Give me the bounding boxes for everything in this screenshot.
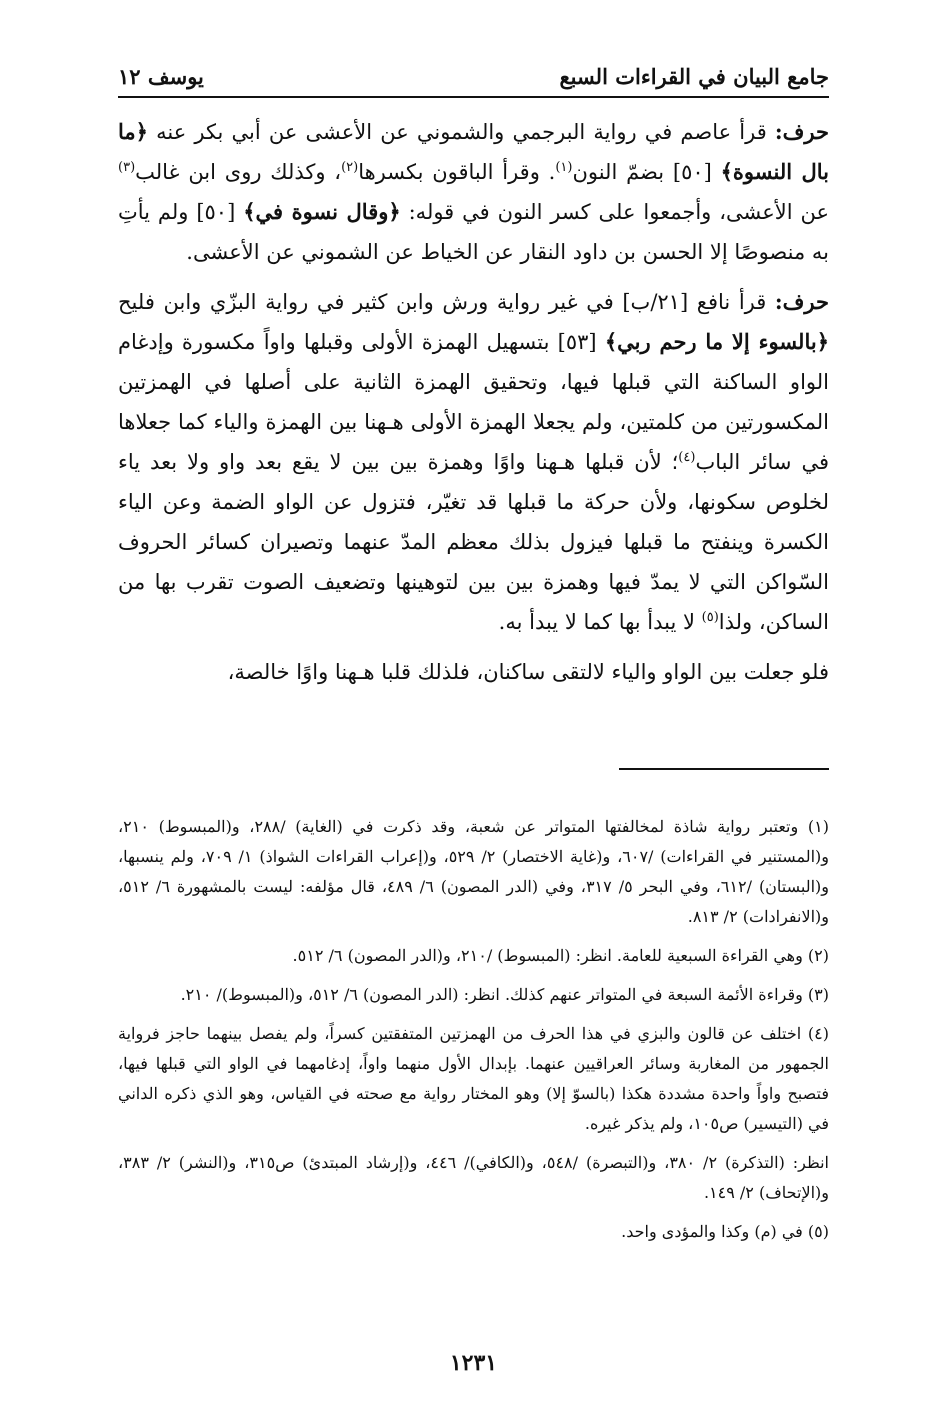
text-run: ؛ لأن قبلها هـهنا واوًا وهمزة بين بين لا يقع بعد واو ولا بعد ياء لخلوص سكونها، ولأن حركة ما قبلها قد تغيّر، فتزول عن الواو الضمة وعن الياء الكسرة وينفتح ما قبلها فيزول بذلك معظم المدّ عنهما وتصيران كسائر الحروف السّواكن التي لا يمدّ فيها وهمزة بين بين لتوهينها وتضعيف الصوت تقرب بها من الساكن، ولذا bbox=[118, 450, 829, 634]
text-run: قرأ نافع [٢١/ب] في غير رواية ورش وابن كثير في رواية البزّي وابن فليح bbox=[118, 290, 775, 314]
footnote: (١) وتعتبر رواية شاذة لمخالفتها المتواتر عن شعبة، وقد ذكرت في (الغاية) /٢٨٨، و(المبسوط) ٢١٠، و(المستنير في القراءات) /٦٠٧، و(غاية الاختصار) ٢/ ٥٢٩، و(إعراب القراءات الشواذ) ١/ ٧٠٩، ولم ينسبها، و(البستان) /٦١٢، وفي البحر ٥/ ٣١٧، وفي (الدر المصون) ٦/ ٤٨٩، قال مؤلفه: ليست بالمشهورة ٦/ ٥١٢، و(الانفرادات) ٢/ ٨١٣. bbox=[118, 817, 830, 926]
quran-quote: ﴿ما بال النسوة﴾ bbox=[118, 119, 829, 184]
paragraph: فلو جعلت بين الواو والياء لالتقى ساكنان، فلذلك قلبا هـهنا واوًا خالصة، bbox=[227, 660, 829, 684]
page-number: ١٢٣١ bbox=[449, 1350, 498, 1376]
text-run: قرأ عاصم في رواية البرجمي والشموني عن الأعشى عن أبي بكر عنه bbox=[147, 120, 775, 144]
footnote: (٤) اختلف عن قالون والبزي في هذا الحرف من الهمزتين المتفقتين كسراً، ولم يفصل بينهما حاجز فرواية الجمهور من المغاربة وسائر العراقيين عنهما. بإبدال الأول منهما واواً، إدغامهما في الواو التي قبلها فيها، فتصبح واواً واحدة مشددة هكذا (بالسوّ إلا) وهو المختار رواية مع صحته في القياس، وهو الذي ذكره الداني في (التيسير) ص١٠٥، ولم يذكر غيره. bbox=[118, 1024, 829, 1133]
running-head bbox=[118, 58, 829, 98]
entry-label: حرف: bbox=[774, 119, 829, 144]
book-title: جامع البيان في القراءات السبع bbox=[559, 64, 829, 89]
section-title: يوسف ١٢ bbox=[118, 64, 204, 89]
quran-quote: ﴿بالسوء إلا ما رحم ربي﴾ bbox=[604, 329, 829, 354]
footnote: انظر: (التذكرة) ٢/ ٣٨٠، و(التبصرة) /٥٤٨، و(الكافي)/ ٤٤٦، و(إرشاد المبتدئ) ص٣١٥، و(النشر) ٢/ ٣٨٣، و(الإتحاف) ٢/ ١٤٩. bbox=[118, 1153, 830, 1202]
text-run: عن الأعشى، وأجمعوا على كسر النون في قوله: bbox=[400, 200, 830, 224]
footnote-ref[interactable]: (٢) bbox=[341, 160, 359, 175]
quran-quote: ﴿وقال نسوة في﴾ bbox=[243, 199, 401, 224]
footnote: (٣) وقراءة الأئمة السبعة في المتواتر عنهم كذلك. انظر: (الدر المصون) ٦/ ٥١٢، و(المبسوط)/ ٢١٠. bbox=[180, 985, 829, 1004]
footnotes bbox=[118, 812, 829, 1256]
footnote-rule bbox=[619, 768, 829, 770]
text-run: . وقرأ الباقون بكسرها bbox=[358, 160, 556, 184]
footnote: (٢) وهي القراءة السبعية للعامة. انظر: (المبسوط) /٢١٠، و(الدر المصون) ٦/ ٥١٢. bbox=[292, 946, 829, 965]
text-run: لا يبدأ بها كما لا يبدأ به. bbox=[498, 610, 702, 634]
text-run: [٥٠] بضمّ النون bbox=[572, 160, 721, 184]
footnote-ref[interactable]: (١) bbox=[555, 160, 573, 175]
text-run: ، وكذلك روى ابن غالب bbox=[135, 160, 342, 184]
footnote-ref[interactable]: (٥) bbox=[701, 610, 719, 625]
paragraph bbox=[118, 112, 829, 272]
paragraph bbox=[118, 282, 829, 642]
header-rule bbox=[118, 96, 829, 98]
main-text bbox=[118, 112, 829, 702]
footnote: (٥) في (م) وكذا والمؤدى واحد. bbox=[621, 1222, 829, 1241]
entry-label: حرف: bbox=[774, 289, 829, 314]
text-run: [٥٠] ولم يأتِ به منصوصًا إلا الحسن بن داود النقار عن الخياط عن الشموني عن الأعشى. bbox=[118, 200, 829, 264]
footnote-ref[interactable]: (٤) bbox=[678, 450, 696, 465]
footnote-ref[interactable]: (٣) bbox=[118, 160, 136, 175]
text-run: [٥٣] بتسهيل الهمزة الأولى وقبلها واواً مكسورة وإدغام الواو الساكنة التي قبلها فيها، وتحقيق الهمزة الثانية على أصلها في الهمزتين المكسورتين من كلمتين، ولم يجعلا الهمزة الأولى هـهنا بين الهمزة والياء كما جعلاها في سائر الباب bbox=[118, 330, 829, 474]
